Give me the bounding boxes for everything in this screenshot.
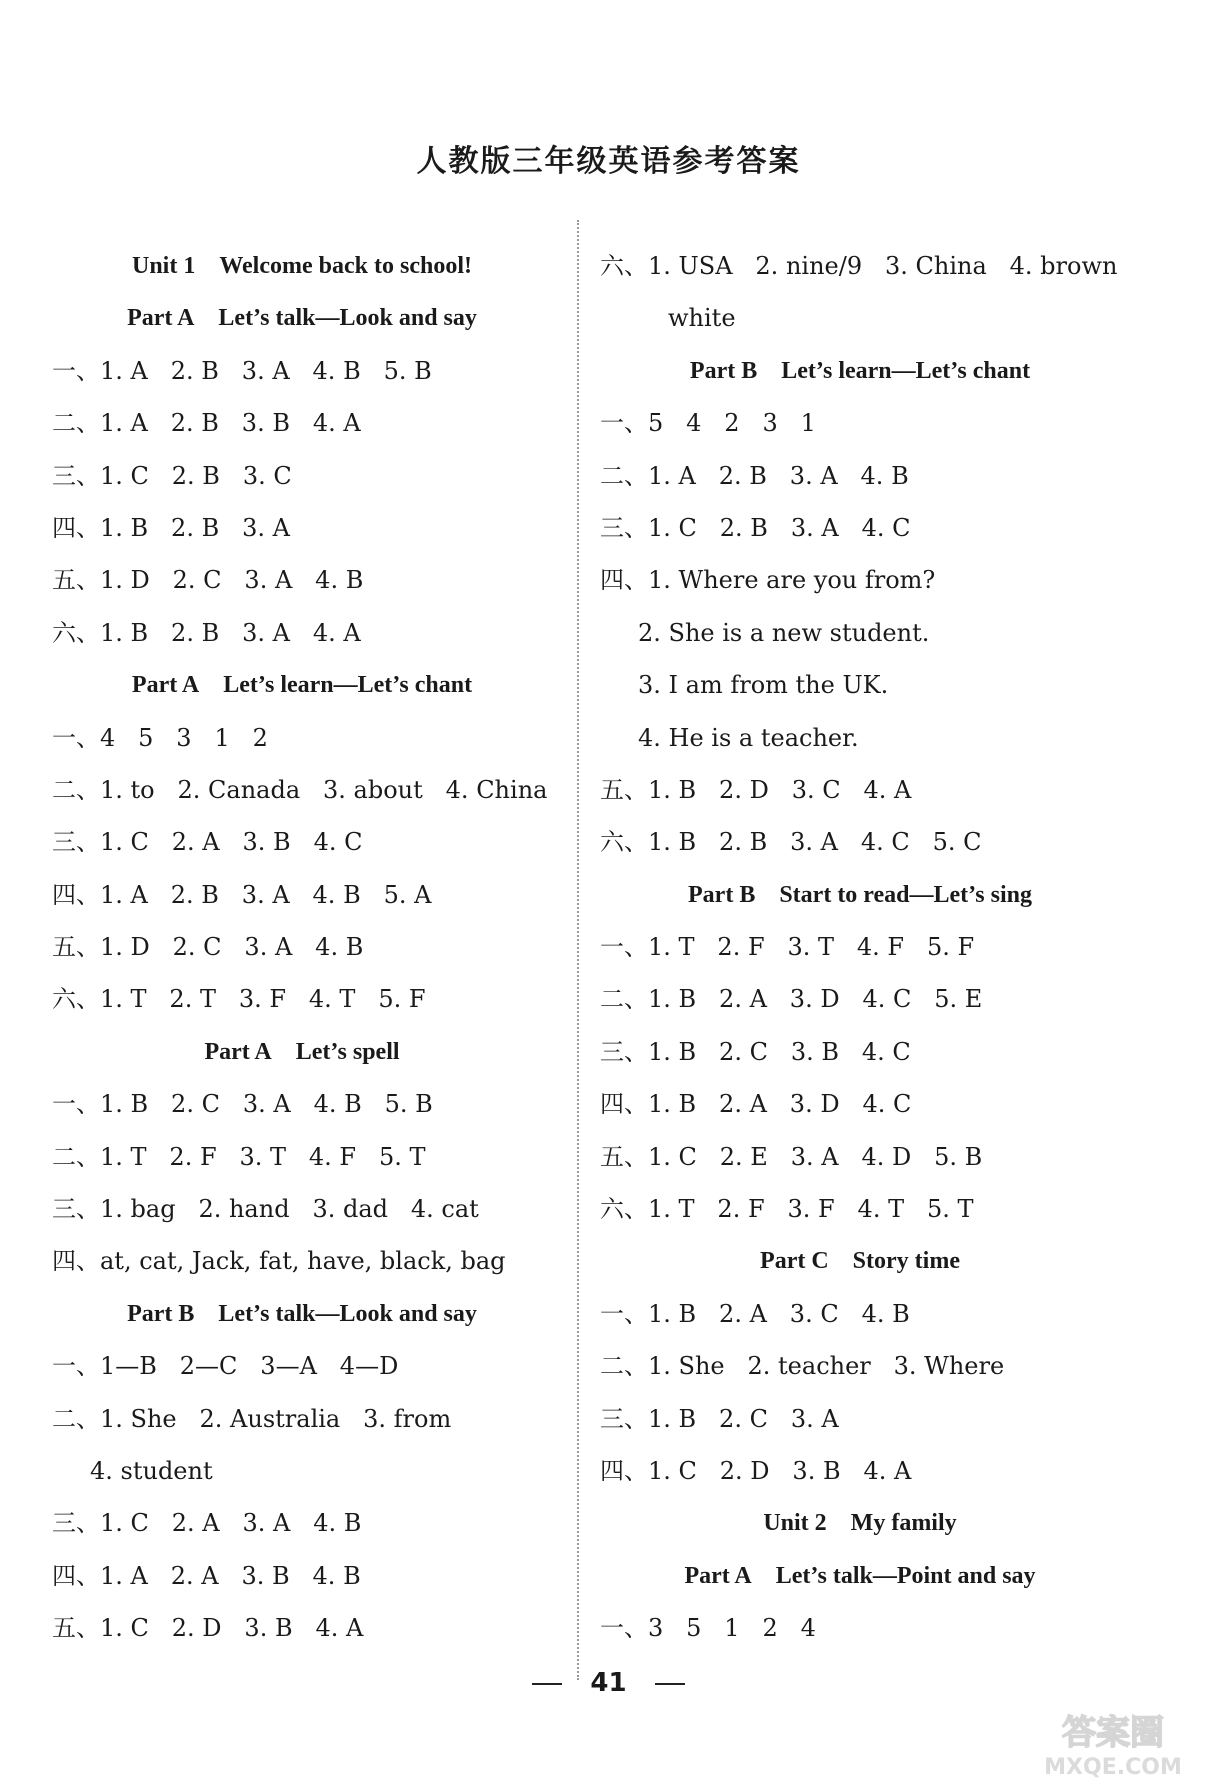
section-heading-title: Story time bbox=[852, 1248, 960, 1275]
answer-text: 五、1. D 2. C 3. A 4. B bbox=[52, 933, 364, 962]
answer-text: 五、1. B 2. D 3. C 4. A bbox=[600, 775, 912, 804]
answer-continuation bbox=[52, 1445, 552, 1497]
answer-text: 3. I am from the UK. bbox=[638, 671, 889, 700]
section-heading bbox=[52, 292, 552, 344]
answer-text: 二、1. to 2. Canada 3. about 4. China bbox=[52, 775, 548, 804]
page-title: 人教版三年级英语参考答案 bbox=[416, 144, 801, 179]
answer-line bbox=[52, 816, 552, 868]
section-heading bbox=[600, 1497, 1120, 1549]
answer-continuation bbox=[600, 659, 1120, 711]
right-column bbox=[600, 240, 1120, 1655]
section-heading bbox=[600, 1235, 1120, 1287]
answer-text: 一、1. B 2. C 3. A 4. B 5. B bbox=[52, 1090, 433, 1119]
section-heading-part: Unit 1 bbox=[132, 253, 196, 279]
answer-text: 二、1. She 2. teacher 3. Where bbox=[600, 1352, 1005, 1381]
answer-line bbox=[52, 1235, 552, 1287]
answer-line bbox=[600, 1393, 1120, 1445]
answer-line bbox=[600, 397, 1120, 449]
answer-line bbox=[600, 764, 1120, 816]
answer-text: 五、1. C 2. D 3. B 4. A bbox=[52, 1614, 364, 1643]
answer-line bbox=[600, 240, 1120, 292]
answer-text: 一、1. T 2. F 3. T 4. F 5. F bbox=[600, 933, 975, 962]
answer-text: 一、1. A 2. B 3. A 4. B 5. B bbox=[52, 356, 432, 385]
section-heading-part: Part A bbox=[131, 672, 200, 699]
answer-line bbox=[600, 816, 1120, 868]
answer-line bbox=[52, 554, 552, 606]
section-heading bbox=[600, 1550, 1120, 1602]
answer-text: white bbox=[668, 304, 736, 333]
answer-line bbox=[52, 1497, 552, 1549]
answer-text: 四、at, cat, Jack, fat, have, black, bag bbox=[52, 1247, 506, 1276]
answer-line bbox=[52, 1183, 552, 1235]
answer-text: 六、1. B 2. B 3. A 4. A bbox=[52, 618, 361, 647]
page-number: 41 bbox=[590, 1668, 627, 1698]
section-heading bbox=[52, 1026, 552, 1078]
section-heading-title: Start to read—Let’s sing bbox=[779, 881, 1032, 908]
footer-dash-right bbox=[655, 1683, 685, 1685]
answer-text: 2. She is a new student. bbox=[638, 618, 930, 647]
watermark-logo bbox=[1023, 1702, 1203, 1782]
answer-line bbox=[600, 1131, 1120, 1183]
section-heading-title: Let’s spell bbox=[295, 1038, 400, 1065]
answer-text: 四、1. B 2. A 3. D 4. C bbox=[600, 1090, 912, 1119]
answer-text: 二、1. A 2. B 3. B 4. A bbox=[52, 409, 361, 438]
answer-line bbox=[52, 712, 552, 764]
answer-text: 二、1. She 2. Australia 3. from bbox=[52, 1404, 452, 1433]
answer-text: 一、1—B 2—C 3—A 4—D bbox=[52, 1352, 399, 1381]
answer-text: 六、1. B 2. B 3. A 4. C 5. C bbox=[600, 828, 982, 857]
answer-text: 二、1. T 2. F 3. T 4. F 5. T bbox=[52, 1142, 426, 1171]
answer-line bbox=[52, 921, 552, 973]
answer-text: 四、1. Where are you from? bbox=[600, 566, 936, 595]
answer-text: 六、1. T 2. T 3. F 4. T 5. F bbox=[52, 985, 426, 1014]
section-heading-part: Part A bbox=[684, 1562, 752, 1589]
answer-text: 三、1. bag 2. hand 3. dad 4. cat bbox=[52, 1195, 479, 1224]
answer-text: 五、1. D 2. C 3. A 4. B bbox=[52, 566, 364, 595]
answer-line bbox=[600, 921, 1120, 973]
answer-line bbox=[52, 502, 552, 554]
answer-continuation bbox=[600, 292, 1120, 344]
answer-text: 三、1. B 2. C 3. A bbox=[600, 1404, 839, 1433]
answer-text: 四、1. A 2. B 3. A 4. B 5. A bbox=[52, 880, 432, 909]
section-heading-part: Part B bbox=[127, 1300, 195, 1327]
answer-text: 4. He is a teacher. bbox=[638, 723, 859, 752]
section-heading bbox=[52, 240, 552, 292]
answer-text: 三、1. B 2. C 3. B 4. C bbox=[600, 1037, 911, 1066]
column-divider bbox=[577, 220, 579, 1680]
section-heading-part: Part A bbox=[204, 1038, 272, 1065]
answer-text: 4. student bbox=[90, 1456, 213, 1485]
answer-text: 三、1. C 2. A 3. A 4. B bbox=[52, 1509, 362, 1538]
answer-text: 三、1. C 2. A 3. B 4. C bbox=[52, 828, 363, 857]
answer-line bbox=[52, 450, 552, 502]
section-heading-title: Let’s talk—Look and say bbox=[218, 1300, 477, 1327]
section-heading bbox=[52, 659, 552, 711]
answer-line bbox=[600, 1445, 1120, 1497]
answer-line bbox=[52, 1078, 552, 1130]
answer-line bbox=[600, 1288, 1120, 1340]
answer-text: 六、1. T 2. F 3. F 4. T 5. T bbox=[600, 1195, 974, 1224]
answer-text: 三、1. C 2. B 3. A 4. C bbox=[600, 513, 911, 542]
answer-text: 三、1. C 2. B 3. C bbox=[52, 461, 292, 490]
section-heading bbox=[600, 345, 1120, 397]
answer-text: 一、5 4 2 3 1 bbox=[600, 409, 816, 438]
answer-line bbox=[600, 1183, 1120, 1235]
section-heading-title: Let’s talk—Point and say bbox=[775, 1562, 1036, 1589]
section-heading-part: Part B bbox=[689, 357, 758, 384]
answer-line bbox=[600, 450, 1120, 502]
left-column bbox=[52, 240, 552, 1655]
answer-text: 一、4 5 3 1 2 bbox=[52, 723, 268, 752]
answer-text: 二、1. B 2. A 3. D 4. C 5. E bbox=[600, 985, 983, 1014]
answer-text: 一、1. B 2. A 3. C 4. B bbox=[600, 1299, 910, 1328]
section-heading-title: Let’s learn—Let’s chant bbox=[223, 672, 473, 699]
answer-text: 二、1. A 2. B 3. A 4. B bbox=[600, 461, 909, 490]
svg-text:答案圈: 答案圈 bbox=[1062, 1713, 1164, 1753]
answer-continuation bbox=[600, 607, 1120, 659]
answer-line bbox=[600, 1602, 1120, 1654]
section-heading-part: Part C bbox=[760, 1248, 829, 1275]
answer-line bbox=[52, 1393, 552, 1445]
answer-text: 一、3 5 1 2 4 bbox=[600, 1614, 816, 1643]
footer-dash-left bbox=[532, 1683, 562, 1685]
answer-line bbox=[52, 1602, 552, 1654]
section-heading-title: My family bbox=[850, 1510, 957, 1537]
answer-line bbox=[52, 1131, 552, 1183]
answer-continuation bbox=[600, 712, 1120, 764]
section-heading-title: Welcome back to school! bbox=[219, 253, 472, 279]
answer-text: 四、1. B 2. B 3. A bbox=[52, 513, 290, 542]
section-heading bbox=[52, 1288, 552, 1340]
answer-text: 五、1. C 2. E 3. A 4. D 5. B bbox=[600, 1142, 983, 1171]
answer-text: 四、1. A 2. A 3. B 4. B bbox=[52, 1561, 361, 1590]
answer-line bbox=[600, 502, 1120, 554]
section-heading-part: Part B bbox=[688, 881, 756, 908]
section-heading bbox=[600, 869, 1120, 921]
section-heading-title: Let’s talk—Look and say bbox=[218, 305, 477, 332]
answer-line bbox=[52, 1340, 552, 1392]
section-heading-title: Let’s learn—Let’s chant bbox=[781, 357, 1031, 384]
answer-line bbox=[52, 345, 552, 397]
section-heading-part: Unit 2 bbox=[763, 1510, 827, 1537]
answer-line bbox=[52, 397, 552, 449]
answer-text: 四、1. C 2. D 3. B 4. A bbox=[600, 1456, 912, 1485]
answer-line bbox=[52, 1550, 552, 1602]
answer-line bbox=[600, 1340, 1120, 1392]
answer-line bbox=[52, 973, 552, 1025]
section-heading-part: Part A bbox=[127, 305, 195, 332]
answer-text: 六、1. USA 2. nine/9 3. China 4. brown bbox=[600, 252, 1118, 280]
answer-line bbox=[52, 764, 552, 816]
page-footer bbox=[0, 1668, 1217, 1698]
answer-line bbox=[52, 607, 552, 659]
svg-text:MXQE.COM: MXQE.COM bbox=[1044, 1755, 1182, 1780]
answer-line bbox=[600, 554, 1120, 606]
answer-line bbox=[600, 973, 1120, 1025]
answer-line bbox=[600, 1078, 1120, 1130]
answer-line bbox=[52, 869, 552, 921]
answer-line bbox=[600, 1026, 1120, 1078]
